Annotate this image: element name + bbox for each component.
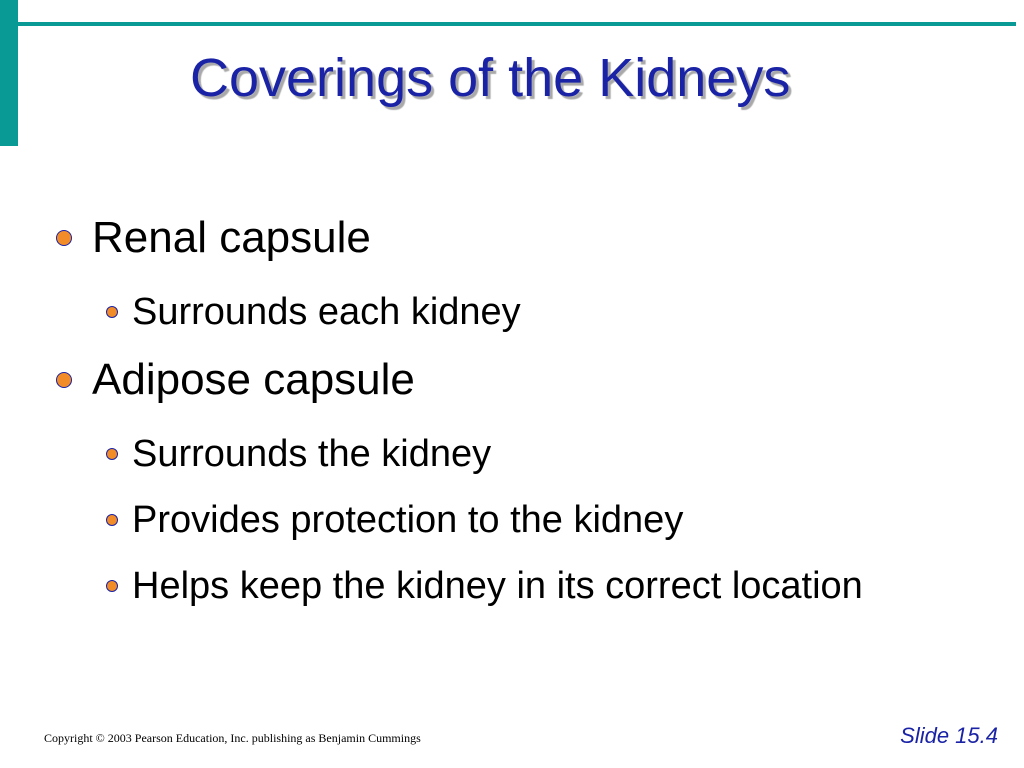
- bullet-renal-capsule: [56, 210, 371, 266]
- bullet-dot-icon: [56, 230, 72, 246]
- sub-bullet-helps-keep-kidney: [106, 561, 863, 611]
- sub-bullet-dot-icon: [106, 514, 118, 526]
- copyright-notice: Copyright © 2003 Pearson Education, Inc. publishing as Benjamin Cummings: [44, 731, 421, 745]
- sub-bullet-text: Provides protection to the kidney: [132, 499, 684, 541]
- sub-bullet-text: Surrounds the kidney: [132, 433, 492, 475]
- sub-bullet-dot-icon: [106, 448, 118, 460]
- slide-number: Slide 15.4: [900, 723, 998, 748]
- bullet-adipose-capsule: [56, 352, 415, 408]
- slide-title: Coverings of the Kidneys: [190, 48, 791, 108]
- bullet-text: Renal capsule: [92, 213, 371, 262]
- bullet-dot-icon: [56, 372, 72, 388]
- sub-bullet-text: Surrounds each kidney: [132, 291, 521, 333]
- sub-bullet-surrounds-each-kidney: [106, 287, 521, 337]
- sub-bullet-dot-icon: [106, 580, 118, 592]
- sub-bullet-provides-protection: [106, 495, 683, 545]
- sub-bullet-text: Helps keep the kidney in its correct location: [132, 565, 863, 607]
- bullet-text: Adipose capsule: [92, 355, 415, 404]
- sub-bullet-surrounds-the-kidney: [106, 429, 491, 479]
- sub-bullet-dot-icon: [106, 306, 118, 318]
